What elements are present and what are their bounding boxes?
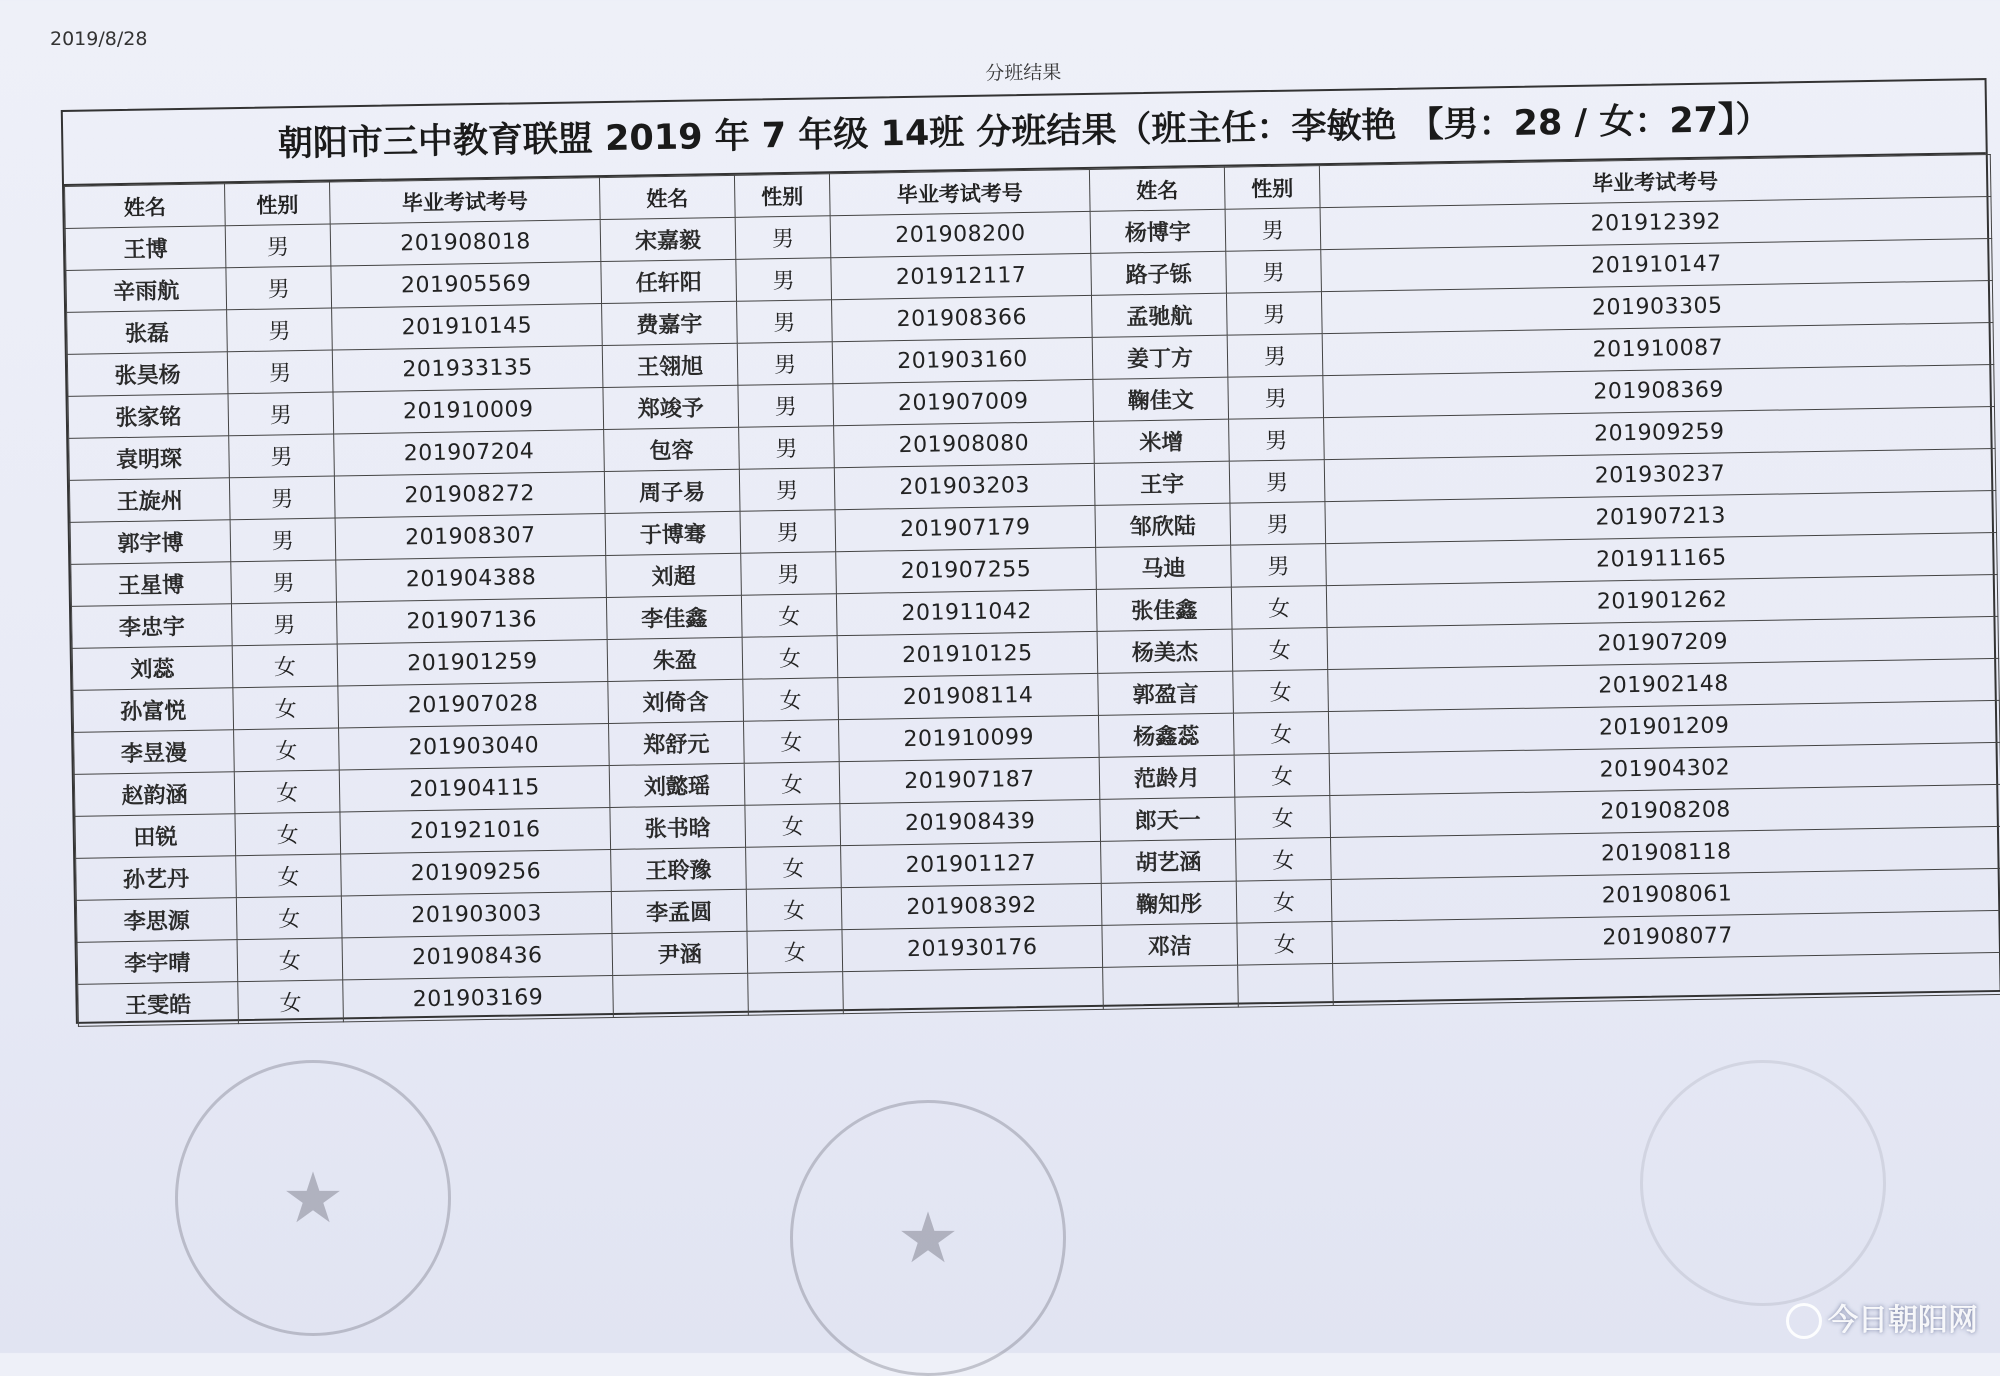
- gender-cell: 女: [234, 770, 340, 814]
- education-bureau-seal: [175, 1060, 451, 1336]
- exam-number-cell: 201903003: [341, 891, 612, 937]
- document-sheet: [60, 32, 2000, 1024]
- gender-cell: 女: [742, 636, 838, 680]
- gender-cell: 男: [1226, 292, 1322, 336]
- exam-number-cell: 201903040: [339, 723, 610, 769]
- gender-cell: 男: [227, 350, 333, 394]
- document-title: 朝阳市三中教育联盟 2019 年 7 年级 14班 分班结果（班主任：李敏艳 【男：28 / 女：27】）: [63, 80, 1986, 186]
- result-table-frame: [61, 78, 2000, 1024]
- exam-number-cell: 201909259: [1324, 406, 1996, 459]
- student-name-cell: 辛雨航: [66, 268, 227, 313]
- page-subtitle: 分班结果: [985, 61, 1062, 85]
- student-name-cell: 胡艺涵: [1101, 839, 1237, 883]
- student-name-cell: 鞠知彤: [1101, 881, 1237, 925]
- exam-number-cell: 201903203: [834, 463, 1095, 509]
- exam-number-cell: 201907028: [338, 682, 609, 728]
- student-name-cell: 袁明琛: [69, 436, 230, 481]
- exam-number-cell: 201908118: [1330, 826, 2000, 879]
- student-name-cell: 邹欣陆: [1095, 503, 1231, 547]
- exam-number-cell: 201905569: [331, 262, 602, 308]
- exam-number-cell: 201910099: [838, 715, 1099, 761]
- gender-cell: 男: [229, 434, 335, 478]
- exam-number-cell: 201902148: [1328, 658, 2000, 711]
- gender-cell: 男: [738, 384, 834, 428]
- gender-cell: 男: [737, 300, 833, 344]
- column-header: 性别: [1224, 166, 1320, 210]
- gender-cell: 女: [745, 804, 841, 848]
- student-name-cell: 杨博宇: [1090, 209, 1226, 253]
- gender-cell: 女: [1236, 838, 1332, 882]
- exam-number-cell: 201901127: [841, 841, 1102, 887]
- student-name-cell: 包容: [604, 427, 740, 471]
- student-name-cell: 赵韵涵: [74, 772, 235, 817]
- student-name-cell: 李佳鑫: [606, 595, 742, 639]
- student-name-cell: 费嘉宇: [602, 301, 738, 345]
- exam-number-cell: 201910147: [1321, 238, 1993, 291]
- exam-number-cell: 201908200: [830, 211, 1091, 257]
- column-header: 姓名: [599, 175, 735, 219]
- student-name-cell: 张书晗: [610, 805, 746, 849]
- column-header: 毕业考试考号: [829, 169, 1090, 215]
- student-name-cell: 王宇: [1094, 461, 1230, 505]
- student-name-cell: 王旋州: [69, 478, 230, 523]
- student-name-cell: 郭盈言: [1098, 671, 1234, 715]
- student-name-cell: 杨鑫蕊: [1098, 713, 1234, 757]
- student-name-cell: 杨美杰: [1097, 629, 1233, 673]
- exam-number-cell: 201908436: [342, 933, 613, 979]
- gender-cell: 男: [1226, 250, 1322, 294]
- exam-number-cell: 201908208: [1330, 784, 2000, 837]
- gender-cell: 男: [739, 468, 835, 512]
- exam-number-cell: 201908369: [1323, 364, 1995, 417]
- exam-number-cell: 201912392: [1320, 197, 1992, 250]
- student-name-cell: 孙富悦: [73, 688, 234, 733]
- student-name-cell: 宋嘉毅: [600, 217, 736, 261]
- class-assignment-table: [64, 154, 2000, 1027]
- column-header: 毕业考试考号: [1319, 155, 1991, 208]
- exam-number-cell: 201908392: [841, 883, 1102, 929]
- gender-cell: 女: [747, 930, 843, 974]
- student-name-cell: 刘倚含: [608, 679, 744, 723]
- gender-cell: 男: [228, 392, 334, 436]
- gender-cell: 男: [739, 426, 835, 470]
- student-name-cell: 尹涵: [612, 931, 748, 975]
- student-name-cell: 田锐: [75, 814, 236, 859]
- exam-number-cell: 201908061: [1331, 868, 2000, 921]
- gender-cell: 女: [1234, 754, 1330, 798]
- exam-number-cell: 201930237: [1324, 448, 1996, 501]
- gender-cell: 女: [233, 686, 339, 730]
- gender-cell: 男: [231, 560, 337, 604]
- student-name-cell: 马迪: [1096, 545, 1232, 589]
- student-name-cell: 米增: [1094, 419, 1230, 463]
- exam-number-cell: 201910009: [333, 388, 604, 434]
- gender-cell: 女: [235, 812, 341, 856]
- student-name-cell: 于博骞: [605, 511, 741, 555]
- logo-text: 今日朝阳网: [1828, 1302, 1978, 1338]
- student-name-cell: 王翎旭: [602, 343, 738, 387]
- gender-cell: 女: [1232, 628, 1328, 672]
- gender-cell: 女: [1233, 712, 1329, 756]
- student-name-cell: 刘懿瑶: [609, 763, 745, 807]
- gender-cell: 女: [1233, 670, 1329, 714]
- gender-cell: 男: [740, 510, 836, 554]
- student-name-cell: 李思源: [76, 898, 237, 943]
- exam-number-cell: 201901262: [1326, 574, 1998, 627]
- exam-number-cell: 201907209: [1327, 616, 1999, 669]
- exam-number-cell: 201904115: [339, 765, 610, 811]
- seal-star-icon: ★: [281, 1157, 345, 1239]
- exam-number-cell: 201908080: [834, 421, 1095, 467]
- student-name-cell: 王聆豫: [611, 847, 747, 891]
- student-name-cell: 邓洁: [1102, 923, 1238, 967]
- gender-cell: 女: [741, 594, 837, 638]
- student-name-cell: 李宇晴: [77, 940, 238, 985]
- exam-number-cell: 201912117: [831, 253, 1092, 299]
- gender-cell: 男: [737, 342, 833, 386]
- exam-number-cell: 201911165: [1326, 532, 1998, 585]
- exam-number-cell: 201904302: [1329, 742, 2000, 795]
- student-name-cell: 张昊杨: [67, 352, 228, 397]
- exam-number-cell: 201903160: [832, 337, 1093, 383]
- print-date: 2019/8/28: [50, 28, 148, 50]
- gender-cell: 男: [1228, 376, 1324, 420]
- school-seal: [790, 1100, 1066, 1376]
- seal-star-icon: ★: [896, 1197, 960, 1279]
- exam-number-cell: 201903305: [1321, 280, 1993, 333]
- exam-number-cell: 201903169: [343, 975, 614, 1021]
- exam-number-cell: 201907009: [833, 379, 1094, 425]
- student-name-cell: 张家铭: [68, 394, 229, 439]
- column-header: 姓名: [65, 184, 226, 229]
- gender-cell: 男: [226, 266, 332, 310]
- student-name-cell: 任轩阳: [601, 259, 737, 303]
- gender-cell: 女: [746, 846, 842, 890]
- gender-cell: 女: [238, 980, 344, 1024]
- exam-number-cell: 201930176: [842, 925, 1103, 971]
- student-name-cell: 王雯皓: [78, 982, 239, 1027]
- exam-number-cell: 201908307: [335, 514, 606, 560]
- exam-number-cell: 201908272: [334, 472, 605, 518]
- student-name-cell: 周子易: [604, 469, 740, 513]
- gender-cell: 男: [1225, 208, 1321, 252]
- gender-cell: 男: [231, 602, 337, 646]
- student-name-cell: 郎天一: [1100, 797, 1236, 841]
- student-name-cell: 张佳鑫: [1096, 587, 1232, 631]
- gender-cell: 男: [736, 258, 832, 302]
- gender-cell: 女: [743, 678, 839, 722]
- student-name-cell: 姜丁方: [1092, 335, 1228, 379]
- student-name-cell: 孟驰航: [1091, 293, 1227, 337]
- faint-seal: [1640, 1060, 1886, 1306]
- student-name-cell: 李孟圆: [611, 889, 747, 933]
- exam-number-cell: 201910145: [332, 304, 603, 350]
- student-name-cell: [613, 973, 749, 1017]
- gender-cell: [1238, 964, 1334, 1008]
- gender-cell: 男: [1229, 460, 1325, 504]
- gender-cell: 男: [229, 476, 335, 520]
- gender-cell: 男: [741, 552, 837, 596]
- exam-number-cell: 201911042: [836, 589, 1097, 635]
- exam-number-cell: 201908114: [838, 673, 1099, 719]
- student-name-cell: 孙艺丹: [76, 856, 237, 901]
- column-header: 性别: [225, 182, 331, 226]
- exam-number-cell: 201907187: [839, 757, 1100, 803]
- exam-number-cell: 201908018: [330, 220, 601, 266]
- exam-number-cell: 201901259: [337, 640, 608, 686]
- gender-cell: 女: [746, 888, 842, 932]
- student-name-cell: 刘超: [606, 553, 742, 597]
- gender-cell: 男: [1227, 334, 1323, 378]
- column-header: 姓名: [1089, 167, 1225, 211]
- exam-number-cell: 201907179: [835, 505, 1096, 551]
- column-header: 毕业考试考号: [329, 178, 600, 224]
- gender-cell: 女: [1231, 586, 1327, 630]
- student-name-cell: 李忠宇: [71, 604, 232, 649]
- gender-cell: 男: [1231, 544, 1327, 588]
- gender-cell: 男: [735, 216, 831, 260]
- student-name-cell: 李昱漫: [74, 730, 235, 775]
- gender-cell: 女: [744, 762, 840, 806]
- student-name-cell: 刘蕊: [72, 646, 233, 691]
- exam-number-cell: 201904388: [336, 556, 607, 602]
- gender-cell: 男: [1229, 418, 1325, 462]
- student-name-cell: 郑舒元: [609, 721, 745, 765]
- student-name-cell: 范龄月: [1099, 755, 1235, 799]
- exam-number-cell: 201907136: [336, 598, 607, 644]
- exam-number-cell: 201908439: [840, 799, 1101, 845]
- exam-number-cell: 201907213: [1325, 490, 1997, 543]
- student-name-cell: [1103, 965, 1239, 1009]
- gender-cell: 女: [743, 720, 839, 764]
- student-name-cell: 张磊: [67, 310, 228, 355]
- student-name-cell: 王星博: [71, 562, 232, 607]
- exam-number-cell: 201921016: [340, 807, 611, 853]
- gender-cell: 女: [1237, 922, 1333, 966]
- exam-number-cell: 201901209: [1328, 700, 2000, 753]
- logo-icon: [1786, 1303, 1822, 1339]
- student-name-cell: 鞠佳文: [1093, 377, 1229, 421]
- gender-cell: [748, 972, 844, 1016]
- gender-cell: 男: [1230, 502, 1326, 546]
- gender-cell: 女: [237, 938, 343, 982]
- gender-cell: 男: [225, 224, 331, 268]
- exam-number-cell: 201907204: [334, 430, 605, 476]
- exam-number-cell: 201907255: [836, 547, 1097, 593]
- exam-number-cell: 201933135: [332, 346, 603, 392]
- gender-cell: 女: [234, 728, 340, 772]
- gender-cell: 男: [230, 518, 336, 562]
- exam-number-cell: 201908366: [832, 295, 1093, 341]
- exam-number-cell: 201910125: [837, 631, 1098, 677]
- gender-cell: 女: [232, 644, 338, 688]
- gender-cell: 女: [1236, 880, 1332, 924]
- student-name-cell: 路子铄: [1091, 251, 1227, 295]
- table-body: [65, 197, 2000, 1027]
- gender-cell: 男: [227, 308, 333, 352]
- column-header: 性别: [734, 174, 830, 218]
- student-name-cell: 郑竣予: [603, 385, 739, 429]
- site-logo: [1786, 1295, 1978, 1340]
- gender-cell: 女: [1235, 796, 1331, 840]
- exam-number-cell: [843, 967, 1104, 1013]
- exam-number-cell: 201908077: [1332, 910, 2000, 963]
- student-name-cell: 朱盈: [607, 637, 743, 681]
- student-name-cell: 郭宇博: [70, 520, 231, 565]
- exam-number-cell: 201909256: [341, 849, 612, 895]
- exam-number-cell: 201910087: [1322, 322, 1994, 375]
- student-name-cell: 王博: [65, 226, 226, 271]
- gender-cell: 女: [236, 854, 342, 898]
- gender-cell: 女: [236, 896, 342, 940]
